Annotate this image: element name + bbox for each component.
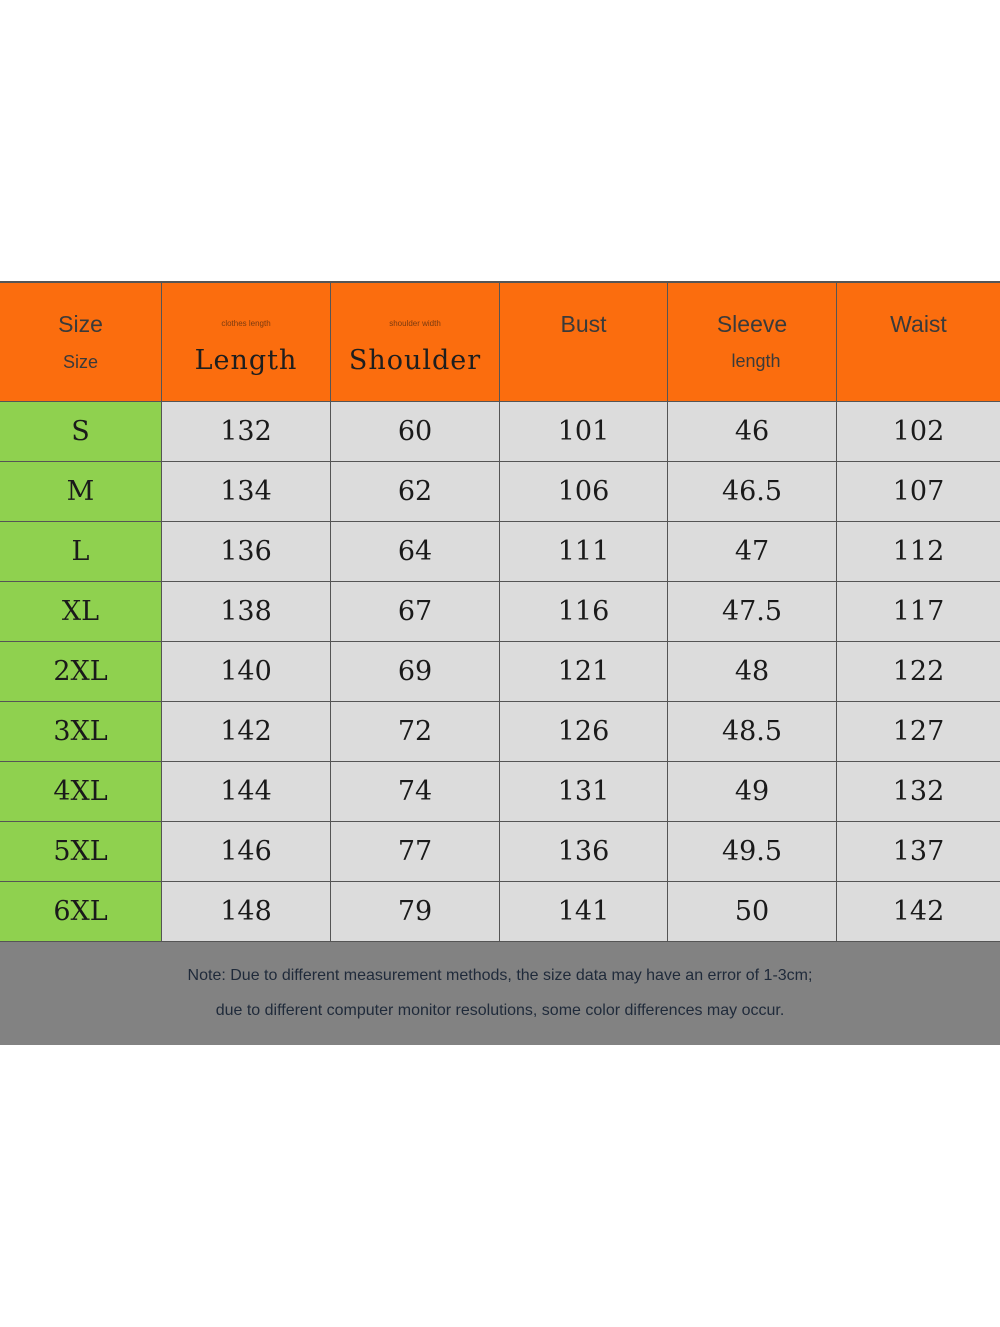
shoulder-cell: 77 (331, 822, 500, 881)
waist-cell: 122 (837, 642, 1000, 701)
header-bust-label: Bust (560, 311, 607, 337)
bust-cell: 116 (500, 582, 668, 641)
table-row (0, 641, 1000, 701)
header-shoulder (331, 283, 500, 401)
table-row (0, 761, 1000, 821)
size-cell: S (0, 402, 162, 461)
bust-cell: 106 (500, 462, 668, 521)
table-row (0, 821, 1000, 881)
size-cell: 4XL (0, 762, 162, 821)
table-row (0, 581, 1000, 641)
sleeve-cell: 48 (668, 642, 837, 701)
waist-cell: 112 (837, 522, 1000, 581)
size-cell: 6XL (0, 882, 162, 941)
size-cell: 3XL (0, 702, 162, 761)
waist-cell: 102 (837, 402, 1000, 461)
size-chart (0, 281, 1000, 1045)
table-row (0, 401, 1000, 461)
waist-cell: 107 (837, 462, 1000, 521)
sleeve-cell: 50 (668, 882, 837, 941)
size-cell: XL (0, 582, 162, 641)
sleeve-cell: 49 (668, 762, 837, 821)
shoulder-cell: 69 (331, 642, 500, 701)
shoulder-cell: 62 (331, 462, 500, 521)
waist-cell: 137 (837, 822, 1000, 881)
header-size-label: Size (58, 311, 103, 337)
sleeve-cell: 46.5 (668, 462, 837, 521)
length-cell: 144 (162, 762, 331, 821)
size-cell: L (0, 522, 162, 581)
header-sleeve-sublabel: length (731, 351, 781, 371)
header-sleeve (668, 283, 837, 401)
bust-cell: 131 (500, 762, 668, 821)
header-size-sublabel: Size (62, 352, 98, 372)
header-shoulder-caption: shoulder width (389, 319, 441, 328)
header-sleeve-label: Sleeve (716, 311, 788, 337)
note-line-2: due to different computer monitor resolutions, some color differences may occur. (215, 1002, 785, 1019)
bust-cell: 111 (500, 522, 668, 581)
waist-cell: 142 (837, 882, 1000, 941)
table-body (0, 401, 1000, 941)
shoulder-cell: 74 (331, 762, 500, 821)
table-row (0, 701, 1000, 761)
size-cell: 2XL (0, 642, 162, 701)
measurement-note (0, 941, 1000, 1045)
sleeve-cell: 48.5 (668, 702, 837, 761)
sleeve-cell: 46 (668, 402, 837, 461)
shoulder-cell: 72 (331, 702, 500, 761)
shoulder-cell: 60 (331, 402, 500, 461)
shoulder-cell: 64 (331, 522, 500, 581)
table-row (0, 461, 1000, 521)
bust-cell: 141 (500, 882, 668, 941)
waist-cell: 132 (837, 762, 1000, 821)
shoulder-cell: 67 (331, 582, 500, 641)
bust-cell: 121 (500, 642, 668, 701)
header-bust (500, 283, 668, 401)
length-cell: 142 (162, 702, 331, 761)
note-line-1: Note: Due to different measurement methods, the size data may have an error of 1-3cm; (187, 967, 813, 984)
shoulder-cell: 79 (331, 882, 500, 941)
length-cell: 148 (162, 882, 331, 941)
header-waist-label: Waist (890, 311, 947, 337)
header-length-label: Length (194, 345, 298, 376)
header-row (0, 283, 1000, 401)
header-length (162, 283, 331, 401)
length-cell: 146 (162, 822, 331, 881)
bust-cell: 136 (500, 822, 668, 881)
length-cell: 138 (162, 582, 331, 641)
length-cell: 132 (162, 402, 331, 461)
waist-cell: 127 (837, 702, 1000, 761)
header-length-caption: clothes length (221, 319, 271, 328)
sleeve-cell: 49.5 (668, 822, 837, 881)
size-cell: M (0, 462, 162, 521)
waist-cell: 117 (837, 582, 1000, 641)
sleeve-cell: 47 (668, 522, 837, 581)
table-row (0, 881, 1000, 941)
header-size (0, 283, 162, 401)
length-cell: 136 (162, 522, 331, 581)
header-waist (837, 283, 1000, 401)
length-cell: 134 (162, 462, 331, 521)
bust-cell: 101 (500, 402, 668, 461)
table-row (0, 521, 1000, 581)
length-cell: 140 (162, 642, 331, 701)
size-cell: 5XL (0, 822, 162, 881)
bust-cell: 126 (500, 702, 668, 761)
header-shoulder-label: Shoulder (348, 345, 482, 376)
sleeve-cell: 47.5 (668, 582, 837, 641)
